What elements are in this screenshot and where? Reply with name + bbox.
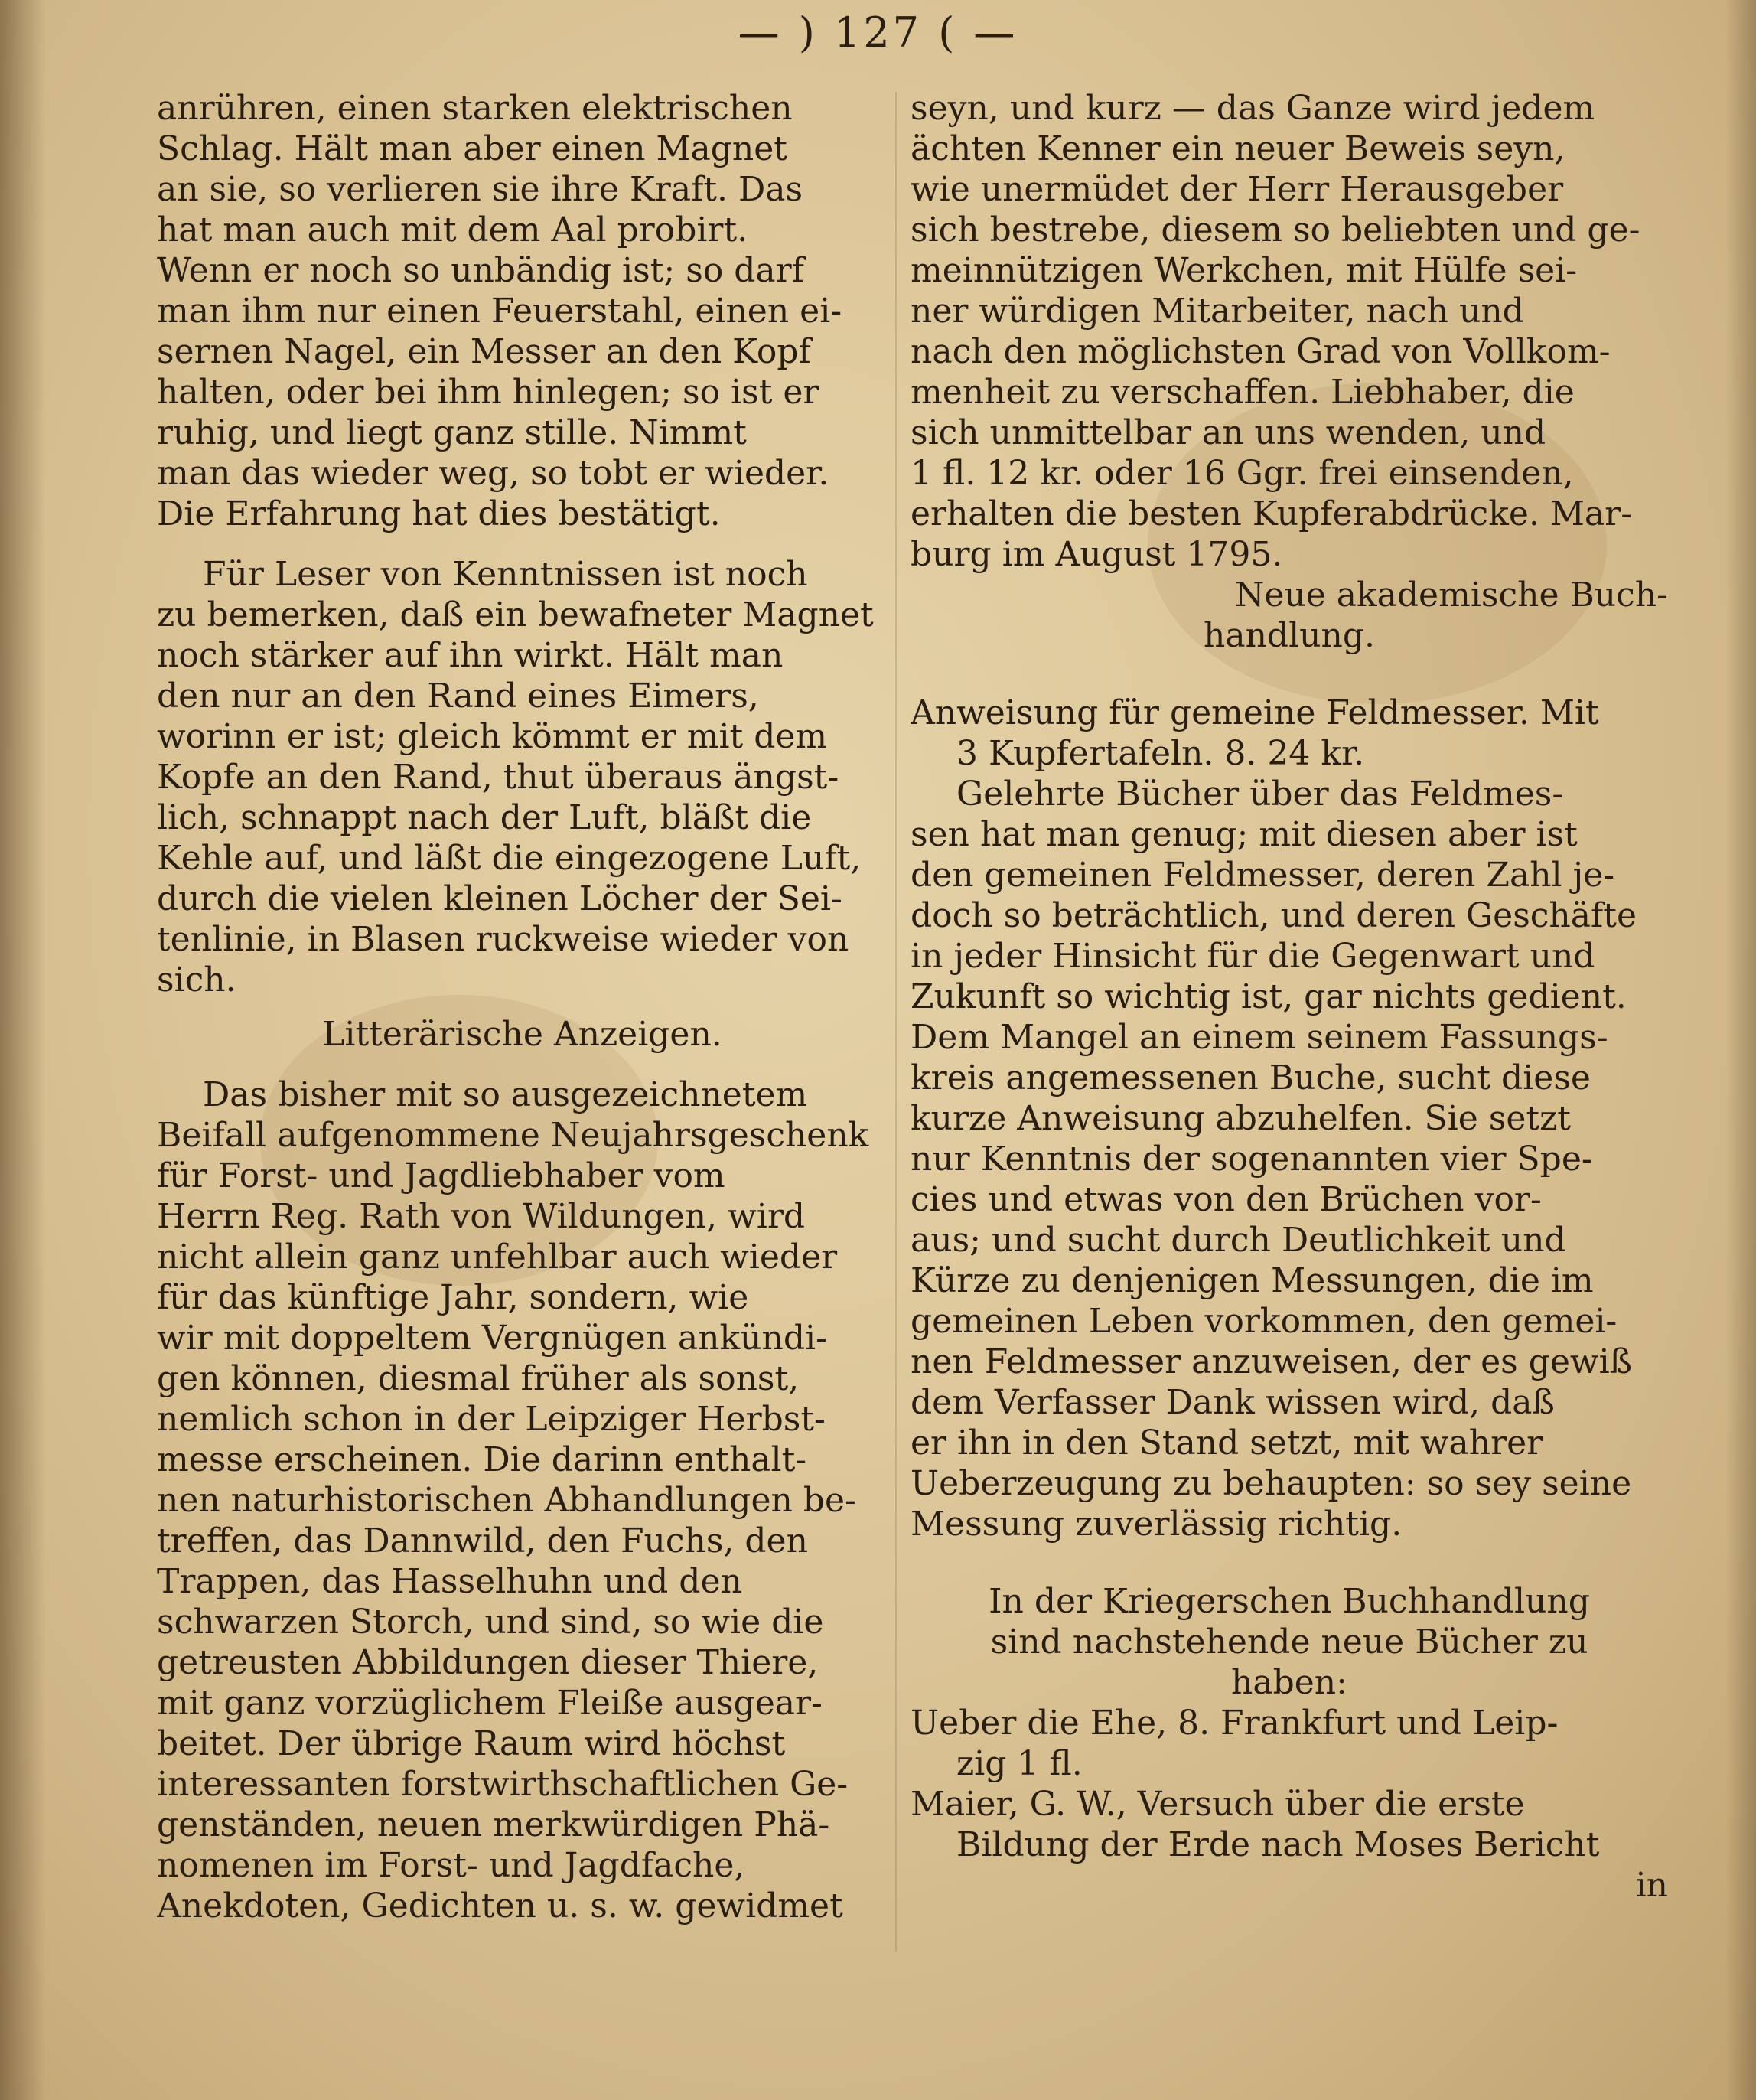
text-line: Kopfe an den Rand, thut überaus ängst- [157, 758, 839, 797]
text-line: sind nachstehende neue Bücher zu [990, 1622, 1588, 1661]
text-line: beitet. Der übrige Raum wird höchst [157, 1724, 786, 1763]
text-line: Das bisher mit so ausgezeichnetem [203, 1075, 808, 1114]
text-line: sernen Nagel, ein Messer an den Kopf [157, 332, 811, 371]
text-line: zu bemerken, daß ein bewafneter Magnet [157, 595, 874, 634]
text-line: Für Leser von Kenntnissen ist noch [203, 555, 808, 594]
text-line: nicht allein ganz unfehlbar auch wieder [157, 1238, 838, 1277]
text-line: burg im August 1795. [911, 535, 1283, 574]
text-line: Kehle auf, und läßt die eingezogene Luft, [157, 839, 862, 878]
text-line: nen Feldmesser anzuweisen, der es gewiß [911, 1342, 1633, 1381]
text-line: sen hat man genug; mit diesen aber ist [911, 815, 1578, 854]
text-line: dem Verfasser Dank wissen wird, daß [911, 1383, 1555, 1422]
text-line: schwarzen Storch, und sind, so wie die [157, 1603, 824, 1642]
text-line: kreis angemessenen Buche, sucht diese [911, 1058, 1591, 1097]
column-gutter [895, 92, 897, 1952]
text-line: worinn er ist; gleich kömmt er mit dem [157, 717, 828, 756]
text-line: sich unmittelbar an uns wenden, und [911, 413, 1546, 452]
text-line: halten, oder bei ihm hinlegen; so ist er [157, 373, 819, 412]
text-line: Die Erfahrung hat dies bestätigt. [157, 494, 721, 533]
book-title-entry [911, 693, 1668, 774]
publisher-signature [911, 575, 1668, 656]
list-item: Bildung der Erde nach Moses Bericht [956, 1825, 1600, 1864]
text-line: nur Kenntnis der sogenannten vier Spe- [911, 1140, 1593, 1179]
list-item: Ueber die Ehe, 8. Frankfurt und Leip- [911, 1704, 1559, 1743]
text-line: lich, schnappt nach der Luft, bläßt die [157, 798, 812, 837]
text-line: für Forst- und Jagdliebhaber vom [157, 1156, 725, 1195]
right-column [911, 88, 1668, 1906]
text-line: noch stärker auf ihn wirkt. Hält man [157, 636, 784, 675]
book-list [911, 1703, 1668, 1906]
text-line: 1 fl. 12 kr. oder 16 Ggr. frei einsenden, [911, 454, 1574, 493]
text-line: menheit zu verschaffen. Liebhaber, die [911, 373, 1575, 412]
text-line: ner würdigen Mitarbeiter, nach und [911, 292, 1524, 331]
text-line: anrühren, einen starken elektrischen [157, 89, 793, 128]
left-column [157, 88, 888, 1926]
list-item: in [1635, 1866, 1668, 1905]
list-item: Maier, G. W., Versuch über die erste [911, 1785, 1525, 1824]
page-spine-shadow [0, 0, 46, 2100]
text-line: Kürze zu denjenigen Messungen, die im [911, 1261, 1594, 1300]
text-line: ruhig, und liegt ganz stille. Nimmt [157, 413, 747, 452]
text-line: haben: [1231, 1663, 1347, 1702]
text-line: meinnützigen Werkchen, mit Hülfe sei- [911, 251, 1578, 290]
text-line: kurze Anweisung abzuhelfen. Sie setzt [911, 1099, 1571, 1138]
text-line: nach den möglichsten Grad von Vollkom- [911, 332, 1611, 371]
text-line: er ihn in den Stand setzt, mit wahrer [911, 1423, 1543, 1462]
left-paragraph-1 [157, 88, 888, 534]
page-edge-shadow [1725, 0, 1756, 2100]
text-line: nomenen im Forst- und Jagdfache, [157, 1846, 745, 1885]
text-line: treffen, das Dannwild, den Fuchs, den [157, 1521, 808, 1560]
text-line: erhalten die besten Kupferabdrücke. Mar- [911, 494, 1633, 533]
text-line: Dem Mangel an einem seinem Fassungs- [911, 1018, 1608, 1057]
right-paragraph-2 [911, 774, 1668, 1544]
text-line: interessanten forstwirthschaftlichen Ge- [157, 1765, 849, 1804]
text-line: nen naturhistorischen Abhandlungen be- [157, 1481, 856, 1520]
text-line: hat man auch mit dem Aal probirt. [157, 210, 748, 249]
text-line: genständen, neuen merkwürdigen Phä- [157, 1805, 830, 1844]
text-line: man ihm nur einen Feuerstahl, einen ei- [157, 292, 842, 331]
text-line: Ueberzeugung zu behaupten: so sey seine [911, 1464, 1632, 1503]
text-line: Anweisung für gemeine Feldmesser. Mit [911, 693, 1599, 732]
text-line: seyn, und kurz — das Ganze wird jedem [911, 89, 1595, 128]
text-line: ächten Kenner ein neuer Beweis seyn, [911, 129, 1565, 168]
text-line: den nur an den Rand eines Eimers, [157, 677, 759, 716]
text-line: gen können, diesmal früher als sonst, [157, 1359, 800, 1398]
right-paragraph-1 [911, 88, 1668, 575]
text-line: sich bestrebe, diesem so beliebten und ge- [911, 210, 1640, 249]
text-line: Anekdoten, Gedichten u. s. w. gewidmet [157, 1886, 843, 1926]
text-line: Wenn er noch so unbändig ist; so darf [157, 251, 804, 290]
text-line: durch die vielen kleinen Löcher der Sei- [157, 879, 842, 918]
left-paragraph-2 [157, 554, 888, 1000]
text-line: Gelehrte Bücher über das Feldmes- [956, 774, 1564, 814]
text-line: In der Kriegerschen Buchhandlung [989, 1582, 1590, 1621]
left-paragraph-3 [157, 1074, 888, 1926]
text-line: messe erscheinen. Die darinn enthalt- [157, 1440, 807, 1479]
text-line: wie unermüdet der Herr Herausgeber [911, 170, 1564, 209]
text-line: doch so beträchtlich, und deren Geschäfte [911, 896, 1637, 935]
text-line: gemeinen Leben vorkommen, den gemei- [911, 1302, 1618, 1341]
text-line: für das künftige Jahr, sondern, wie [157, 1278, 749, 1317]
text-line: man das wieder weg, so tobt er wieder. [157, 454, 829, 493]
bookshop-announcement [911, 1581, 1668, 1703]
text-line: nemlich schon in der Leipziger Herbst- [157, 1400, 826, 1439]
text-line: wir mit doppeltem Vergnügen ankündi- [157, 1319, 827, 1358]
text-line: handlung. [1204, 616, 1375, 655]
text-line: 3 Kupfertafeln. 8. 24 kr. [956, 734, 1365, 773]
text-line: Trappen, das Hasselhuhn und den [157, 1562, 742, 1601]
text-line: Messung zuverlässig richtig. [911, 1505, 1403, 1544]
text-line: aus; und sucht durch Deutlichkeit und [911, 1221, 1566, 1260]
text-line: Zukunft so wichtig ist, gar nichts gedient. [911, 977, 1627, 1016]
text-line: Beifall aufgenommene Neujahrsgeschenk [157, 1116, 869, 1155]
text-line: den gemeinen Feldmesser, deren Zahl je- [911, 856, 1615, 895]
text-line: mit ganz vorzüglichem Fleiße ausgear- [157, 1684, 823, 1723]
text-line: getreusten Abbildungen dieser Thiere, [157, 1643, 819, 1682]
text-line: in jeder Hinsicht für die Gegenwart und [911, 937, 1595, 976]
text-line: Schlag. Hält man aber einen Magnet [157, 129, 787, 168]
text-line: an sie, so verlieren sie ihre Kraft. Das [157, 170, 803, 209]
page-number: — ) 127 ( — [738, 8, 1018, 57]
list-item: zig 1 fl. [956, 1744, 1083, 1783]
text-line: tenlinie, in Blasen ruckweise wieder von [157, 920, 849, 959]
text-line: sich. [157, 960, 236, 999]
section-heading: Litterärische Anzeigen. [322, 1015, 722, 1054]
text-line: Herrn Reg. Rath von Wildungen, wird [157, 1197, 806, 1236]
text-line: Neue akademische Buch- [1234, 576, 1668, 615]
text-line: cies und etwas von den Brüchen vor- [911, 1180, 1542, 1219]
